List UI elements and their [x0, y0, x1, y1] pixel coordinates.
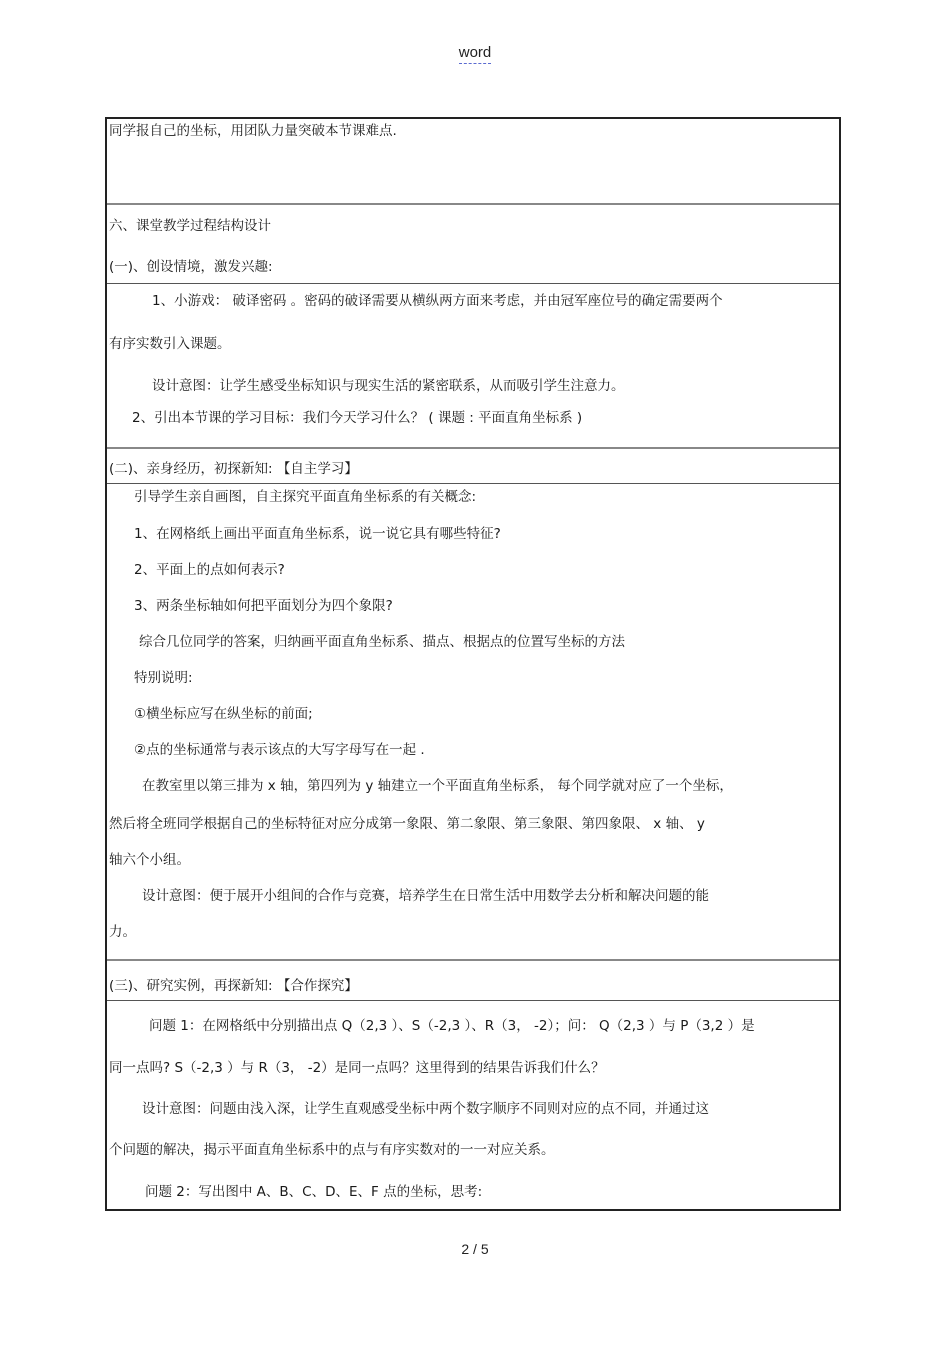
page-footer — [0, 1241, 950, 1257]
part2-line: 综合几位同学的答案，归纳画平面直角坐标系、描点、根据点的位置写坐标的方法 — [139, 634, 625, 650]
page-header — [0, 44, 950, 61]
row-divider — [107, 283, 839, 284]
part2-line: 引导学生亲自画图，自主探究平面直角坐标系的有关概念: — [134, 489, 477, 505]
part2-line: 然后将全班同学根据自己的坐标特征对应分成第一象限、第二象限、第三象限、第四象限、 x 轴、 y — [109, 816, 705, 832]
part2-line: 2、平面上的点如何表示? — [134, 562, 285, 578]
section-six-title: 六、课堂教学过程结构设计 — [109, 218, 271, 234]
row-divider — [107, 1000, 839, 1001]
part1-paragraph-1: 1、小游戏： 破译密码 。密码的破译需要从横纵两方面来考虑，并由冠军座位号的确定需要两个 — [152, 293, 723, 309]
part1-design-intent: 设计意图：让学生感受坐标知识与现实生活的紧密联系，从而吸引学生注意力。 — [152, 378, 625, 394]
part2-line: 3、两条坐标轴如何把平面划分为四个象限? — [134, 598, 393, 614]
part1-paragraph-2: 2、引出本节课的学习目标：我们今天学习什么？ ( 课题 : 平面直角坐标系 ) — [132, 410, 583, 426]
part3-heading: (三)、研究实例，再探新知: 【合作探究】 — [109, 978, 358, 994]
row-divider — [107, 447, 839, 449]
part3-problem-2: 问题 2：写出图中 A、B、C、D、E、F 点的坐标，思考: — [145, 1184, 483, 1200]
part3-problem-1-cont: 同一点吗? S（-2,3 ）与 R（3， -2）是同一点吗？这里得到的结果告诉我们什么？ — [109, 1060, 605, 1076]
row-divider — [107, 483, 839, 484]
row-divider — [107, 959, 839, 961]
part3-problem-1: 问题 1：在网格纸中分别描出点 Q（2,3 ）、S（-2,3 ）、R（3， -2）；问： Q（2,3 ）与 P（3,2 ）是 — [149, 1018, 755, 1034]
part1-paragraph-1-cont: 有序实数引入课题。 — [109, 336, 231, 352]
header-title: word — [459, 44, 492, 64]
part2-line: 在教室里以第三排为 x 轴，第四列为 y 轴建立一个平面直角坐标系， 每个同学就对应了一个坐标， — [142, 778, 733, 794]
part2-heading: (二)、亲身经历，初探新知: 【自主学习】 — [109, 461, 358, 477]
part2-design-intent-cont: 力。 — [109, 924, 136, 940]
part2-design-intent: 设计意图：便于展开小组间的合作与竞赛，培养学生在日常生活中用数学去分析和解决问题的能 — [142, 888, 709, 904]
row-divider — [107, 203, 839, 205]
part2-line: ①横坐标应写在纵坐标的前面; — [134, 706, 313, 722]
part2-line: 1、在网格纸上画出平面直角坐标系，说一说它具有哪些特征? — [134, 526, 501, 542]
continued-text-line: 同学报自己的坐标，用团队力量突破本节课难点. — [109, 123, 397, 139]
page-number: 2 / 5 — [461, 1241, 489, 1257]
lesson-plan-table — [105, 117, 841, 1211]
part2-line: 特别说明: — [134, 670, 193, 686]
part3-design-intent-cont: 个问题的解决，揭示平面直角坐标系中的点与有序实数对的一一对应关系。 — [109, 1142, 555, 1158]
subsection-one-heading: (一)、创设情境，激发兴趣: — [109, 259, 273, 275]
part2-line: ②点的坐标通常与表示该点的大写字母写在一起 . — [134, 742, 425, 758]
part3-design-intent: 设计意图：问题由浅入深，让学生直观感受坐标中两个数字顺序不同则对应的点不同，并通过这 — [142, 1101, 709, 1117]
part2-line: 轴六个小组。 — [109, 852, 190, 868]
